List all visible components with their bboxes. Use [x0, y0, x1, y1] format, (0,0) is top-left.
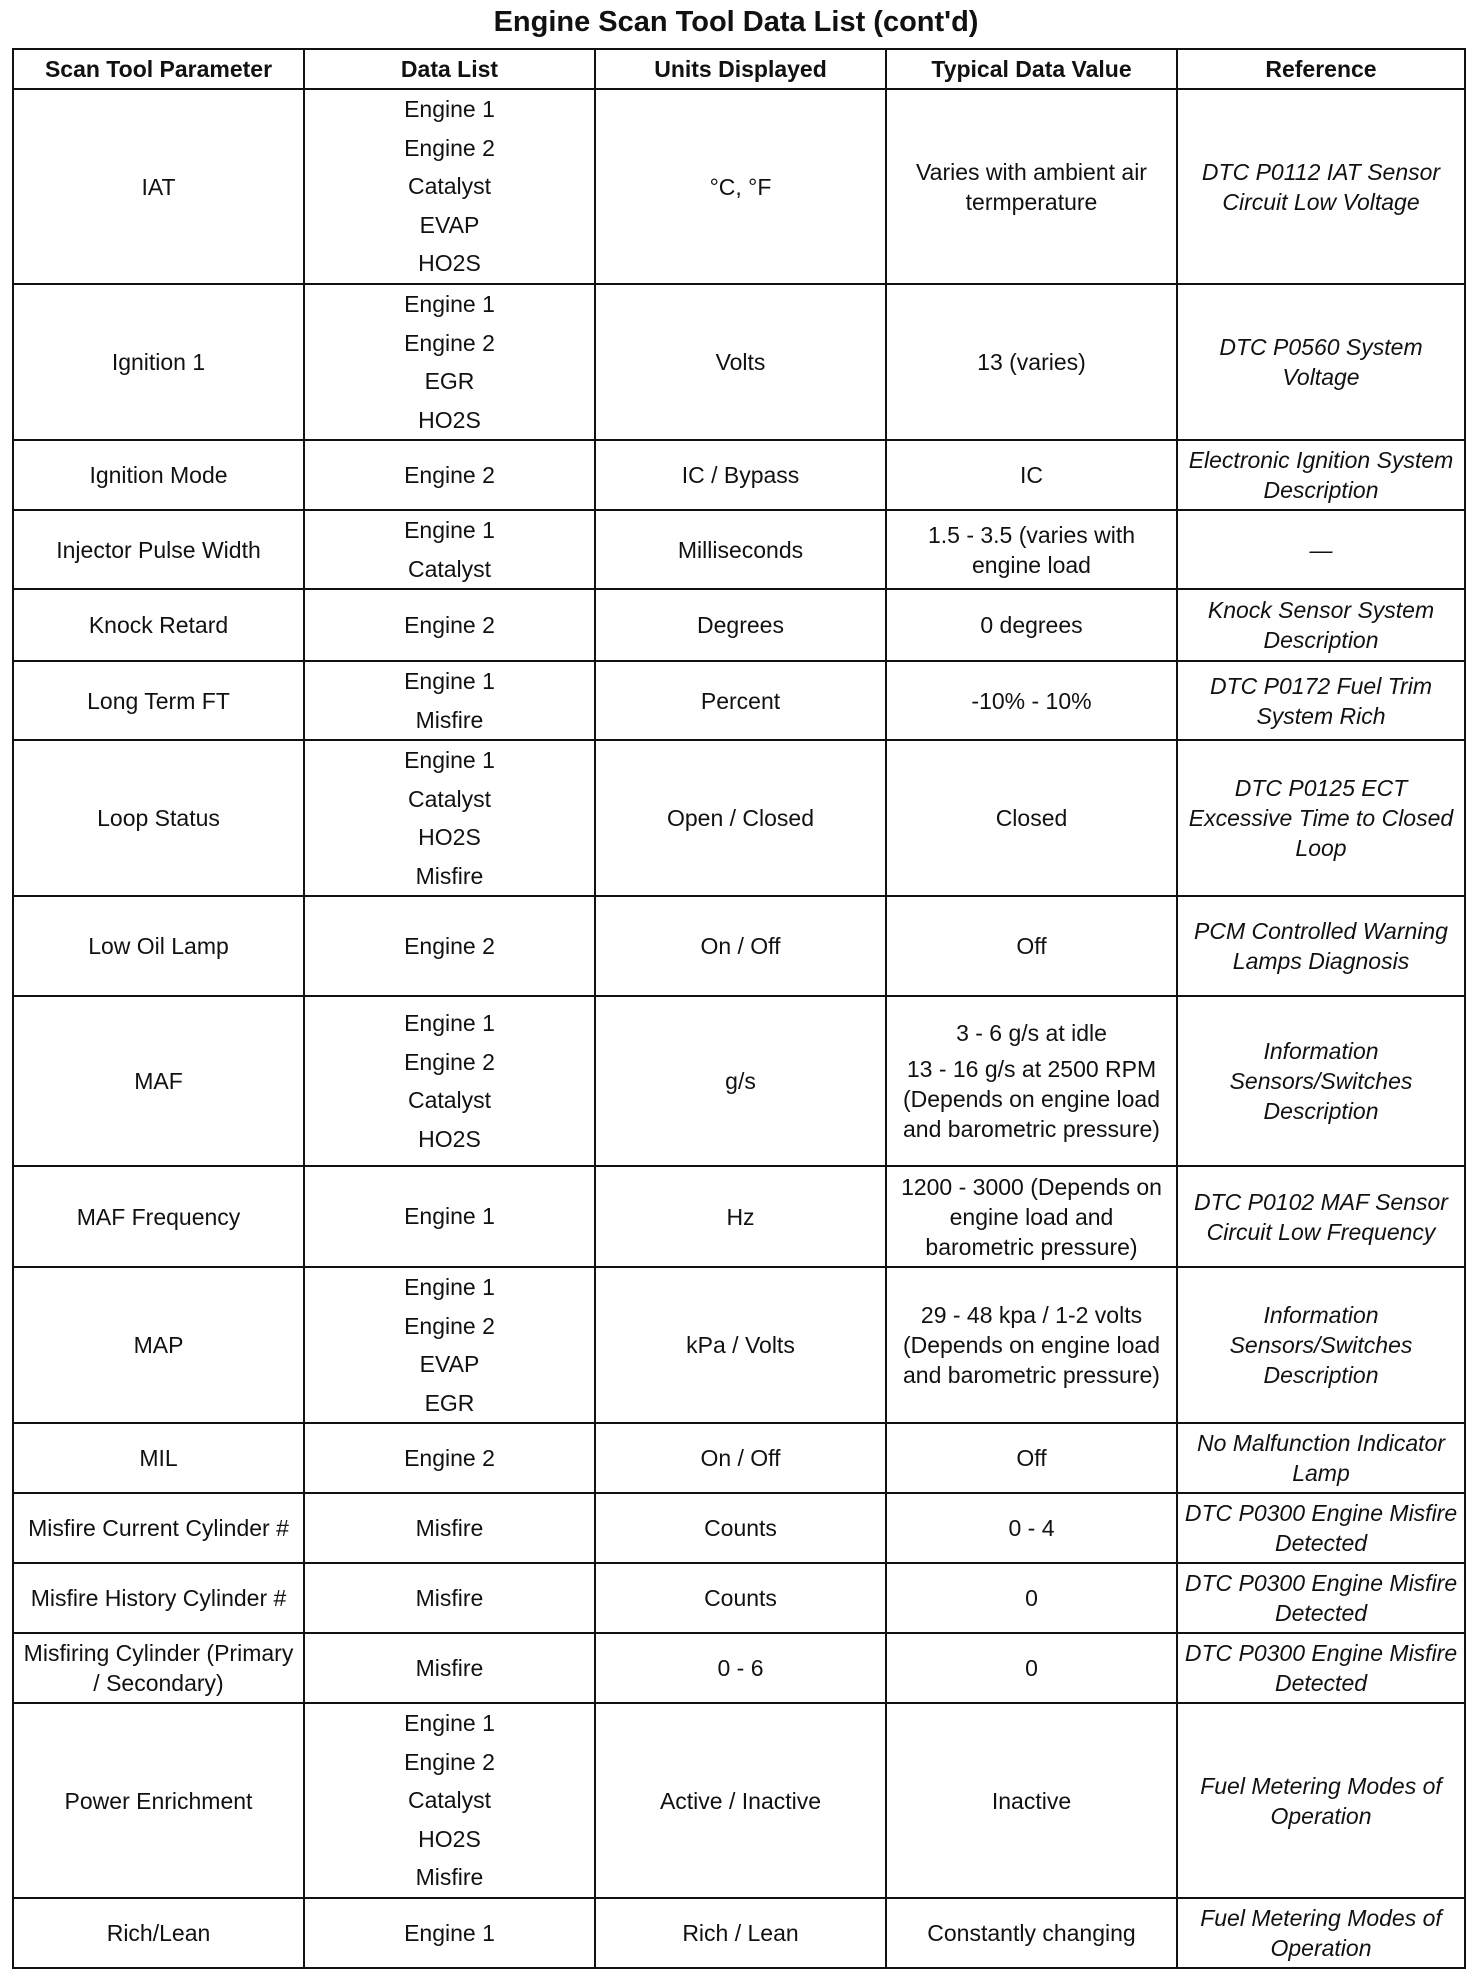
reference-cell: Electronic Ignition System Description	[1177, 440, 1465, 510]
table-row	[13, 896, 1465, 996]
data-list-item: Engine 2	[404, 932, 495, 959]
table-row	[13, 1267, 1465, 1423]
table-body	[13, 89, 1465, 1968]
data-list-item: Engine 1	[404, 517, 495, 543]
data-list-cell	[304, 1633, 595, 1703]
typical-value-line: Off	[1016, 1445, 1047, 1471]
parameter-cell: MAF	[13, 996, 304, 1166]
typical-value-line: Constantly changing	[927, 1920, 1136, 1946]
data-list-item: Engine 2	[404, 1444, 495, 1471]
data-list-item: Engine 2	[404, 1048, 495, 1075]
data-list-item: Engine 1	[404, 1710, 495, 1737]
reference-cell: DTC P0300 Engine Misfire Detected	[1177, 1493, 1465, 1563]
units-cell: g/s	[595, 996, 886, 1166]
data-list-item: Catalyst	[407, 173, 492, 200]
parameter-cell: Ignition 1	[13, 284, 304, 440]
data-list-item: EVAP	[419, 1351, 480, 1377]
data-list-cell	[304, 996, 595, 1166]
reference-cell: DTC P0172 Fuel Trim System Rich	[1177, 661, 1465, 740]
units-cell: Counts	[595, 1563, 886, 1633]
reference-cell: PCM Controlled Warning Lamps Diagnosis	[1177, 896, 1465, 996]
reference-cell: Knock Sensor System Description	[1177, 589, 1465, 661]
units-cell: IC / Bypass	[595, 440, 886, 510]
table-row	[13, 1563, 1465, 1633]
parameter-cell: IAT	[13, 89, 304, 284]
reference-cell: Information Sensors/Switches Description	[1177, 996, 1465, 1166]
data-list-item: EGR	[424, 1389, 475, 1416]
reference-cell: DTC P0112 IAT Sensor Circuit Low Voltage	[1177, 89, 1465, 284]
table-row	[13, 1493, 1465, 1563]
column-header-parameter: Scan Tool Parameter	[13, 49, 304, 89]
table-row	[13, 510, 1465, 589]
typical-value-cell	[886, 89, 1177, 284]
table-row	[13, 440, 1465, 510]
typical-value-cell	[886, 661, 1177, 740]
data-list-cell	[304, 440, 595, 510]
units-cell: Degrees	[595, 589, 886, 661]
typical-value-line: IC	[1020, 462, 1043, 488]
data-list-cell	[304, 284, 595, 440]
units-cell: Active / Inactive	[595, 1703, 886, 1898]
header-row	[13, 49, 1465, 89]
data-list-cell	[304, 1423, 595, 1493]
parameter-cell: Misfire History Cylinder #	[13, 1563, 304, 1633]
scan-tool-data-table	[12, 48, 1466, 1969]
data-list-cell	[304, 1267, 595, 1423]
units-cell: On / Off	[595, 1423, 886, 1493]
reference-cell: DTC P0125 ECT Excessive Time to Closed Loop	[1177, 740, 1465, 896]
typical-value-cell	[886, 740, 1177, 896]
data-list-cell	[304, 1703, 595, 1898]
reference-cell: Fuel Metering Modes of Operation	[1177, 1898, 1465, 1968]
units-cell: Percent	[595, 661, 886, 740]
typical-value-cell	[886, 1563, 1177, 1633]
data-list-item: Engine 1	[404, 1010, 495, 1036]
data-list-item: HO2S	[418, 824, 481, 850]
parameter-cell: Low Oil Lamp	[13, 896, 304, 996]
data-list-item: Engine 2	[404, 461, 495, 488]
table-row	[13, 1423, 1465, 1493]
data-list-item: EVAP	[419, 211, 480, 238]
data-list-cell	[304, 896, 595, 996]
parameter-cell: Long Term FT	[13, 661, 304, 740]
table-row	[13, 1898, 1465, 1968]
typical-value-line: 0	[1025, 1655, 1038, 1681]
data-list-item: Engine 1	[404, 747, 495, 773]
parameter-cell: Misfiring Cylinder (Primary / Secondary)	[13, 1633, 304, 1703]
typical-value-cell	[886, 1898, 1177, 1968]
parameter-cell: MAP	[13, 1267, 304, 1423]
typical-value-line: 29 - 48 kpa / 1-2 volts (Depends on engine load and barometric pressure)	[902, 1302, 1161, 1388]
data-list-item: Engine 2	[404, 329, 495, 356]
data-list-item: Misfire	[415, 862, 484, 889]
data-list-cell	[304, 89, 595, 284]
typical-value-cell	[886, 1166, 1177, 1267]
typical-value-line: 13 - 16 g/s at 2500 RPM (Depends on engine load and barometric pressure)	[902, 1056, 1161, 1142]
units-cell: On / Off	[595, 896, 886, 996]
units-cell: Rich / Lean	[595, 1898, 886, 1968]
reference-cell: —	[1177, 510, 1465, 589]
data-list-item: Engine 1	[404, 1919, 495, 1946]
typical-value-line: 0 degrees	[980, 612, 1083, 638]
typical-value-line: -10% - 10%	[971, 687, 1092, 714]
parameter-cell: MAF Frequency	[13, 1166, 304, 1267]
units-cell: Milliseconds	[595, 510, 886, 589]
data-list-item: Engine 1	[404, 96, 495, 123]
data-list-cell	[304, 1898, 595, 1968]
typical-value-cell	[886, 996, 1177, 1166]
data-list-item: EGR	[424, 368, 475, 394]
typical-value-line: 1.5 - 3.5 (varies with engine load	[927, 521, 1136, 578]
data-list-item: Engine 1	[404, 1274, 495, 1300]
data-list-item: Engine 2	[404, 611, 495, 638]
data-list-cell	[304, 1166, 595, 1267]
parameter-cell: Knock Retard	[13, 589, 304, 661]
table-row	[13, 1703, 1465, 1898]
typical-value-line: 0	[1025, 1585, 1038, 1611]
reference-cell: Fuel Metering Modes of Operation	[1177, 1703, 1465, 1898]
data-list-item: Catalyst	[407, 555, 492, 582]
parameter-cell: Injector Pulse Width	[13, 510, 304, 589]
table-row	[13, 740, 1465, 896]
data-list-cell	[304, 1563, 595, 1633]
typical-value-line: 13 (varies)	[977, 349, 1086, 375]
data-list-item: Misfire	[415, 1584, 484, 1611]
typical-value-cell	[886, 1633, 1177, 1703]
column-header-units: Units Displayed	[595, 49, 886, 89]
data-list-item: HO2S	[418, 1825, 481, 1852]
data-list-item: Catalyst	[407, 785, 492, 812]
data-list-item: HO2S	[418, 1125, 481, 1152]
units-cell: kPa / Volts	[595, 1267, 886, 1423]
data-list-item: Engine 1	[404, 291, 495, 317]
typical-value-cell	[886, 589, 1177, 661]
table-row	[13, 284, 1465, 440]
data-list-item: Engine 1	[404, 1203, 495, 1230]
typical-value-cell	[886, 284, 1177, 440]
data-list-item: Misfire	[415, 706, 484, 733]
table-row	[13, 1166, 1465, 1267]
typical-value-line: Varies with ambient air termperature	[916, 158, 1147, 215]
data-list-item: Misfire	[415, 1654, 484, 1681]
reference-cell: DTC P0102 MAF Sensor Circuit Low Frequency	[1177, 1166, 1465, 1267]
data-list-cell	[304, 510, 595, 589]
data-list-item: Engine 2	[404, 1312, 495, 1339]
data-list-item: HO2S	[418, 406, 481, 433]
data-list-item: Misfire	[415, 1864, 484, 1891]
data-list-item: Catalyst	[407, 1087, 492, 1113]
typical-value-line: 3 - 6 g/s at idle	[956, 1020, 1107, 1046]
reference-cell: DTC P0560 System Voltage	[1177, 284, 1465, 440]
data-list-item: HO2S	[418, 250, 481, 277]
typical-value-line: Inactive	[991, 1787, 1072, 1814]
typical-value-line: Closed	[995, 805, 1068, 831]
data-list-cell	[304, 589, 595, 661]
units-cell: Counts	[595, 1493, 886, 1563]
parameter-cell: Ignition Mode	[13, 440, 304, 510]
units-cell: Open / Closed	[595, 740, 886, 896]
parameter-cell: Misfire Current Cylinder #	[13, 1493, 304, 1563]
document-title: Engine Scan Tool Data List (cont'd)	[493, 6, 979, 38]
data-list-cell	[304, 1493, 595, 1563]
typical-value-cell	[886, 440, 1177, 510]
reference-cell: DTC P0300 Engine Misfire Detected	[1177, 1563, 1465, 1633]
units-cell: Hz	[595, 1166, 886, 1267]
data-list-item: Engine 2	[404, 1748, 495, 1775]
data-list-item: Catalyst	[407, 1787, 492, 1814]
data-list-item: Engine 2	[404, 134, 495, 161]
parameter-cell: MIL	[13, 1423, 304, 1493]
reference-cell: Information Sensors/Switches Description	[1177, 1267, 1465, 1423]
data-list-item: Misfire	[415, 1514, 484, 1541]
parameter-cell: Loop Status	[13, 740, 304, 896]
table-row	[13, 996, 1465, 1166]
typical-value-cell	[886, 896, 1177, 996]
column-header-data-list: Data List	[304, 49, 595, 89]
parameter-cell: Power Enrichment	[13, 1703, 304, 1898]
typical-value-cell	[886, 1703, 1177, 1898]
table-row	[13, 89, 1465, 284]
typical-value-cell	[886, 1423, 1177, 1493]
units-cell: °C, °F	[595, 89, 886, 284]
data-list-cell	[304, 661, 595, 740]
reference-cell: No Malfunction Indicator Lamp	[1177, 1423, 1465, 1493]
typical-value-cell	[886, 510, 1177, 589]
table-row	[13, 661, 1465, 740]
column-header-reference: Reference	[1177, 49, 1465, 89]
typical-value-cell	[886, 1267, 1177, 1423]
data-list-cell	[304, 740, 595, 896]
typical-value-line: 1200 - 3000 (Depends on engine load and barometric pressure)	[901, 1173, 1162, 1260]
typical-value-line: 0 - 4	[1008, 1515, 1055, 1541]
typical-value-line: Off	[1016, 933, 1047, 959]
parameter-cell: Rich/Lean	[13, 1898, 304, 1968]
column-header-typical-value: Typical Data Value	[886, 49, 1177, 89]
units-cell: 0 - 6	[595, 1633, 886, 1703]
table-row	[13, 1633, 1465, 1703]
table-row	[13, 589, 1465, 661]
data-list-item: Engine 1	[404, 668, 495, 694]
units-cell: Volts	[595, 284, 886, 440]
reference-cell: DTC P0300 Engine Misfire Detected	[1177, 1633, 1465, 1703]
typical-value-cell	[886, 1493, 1177, 1563]
